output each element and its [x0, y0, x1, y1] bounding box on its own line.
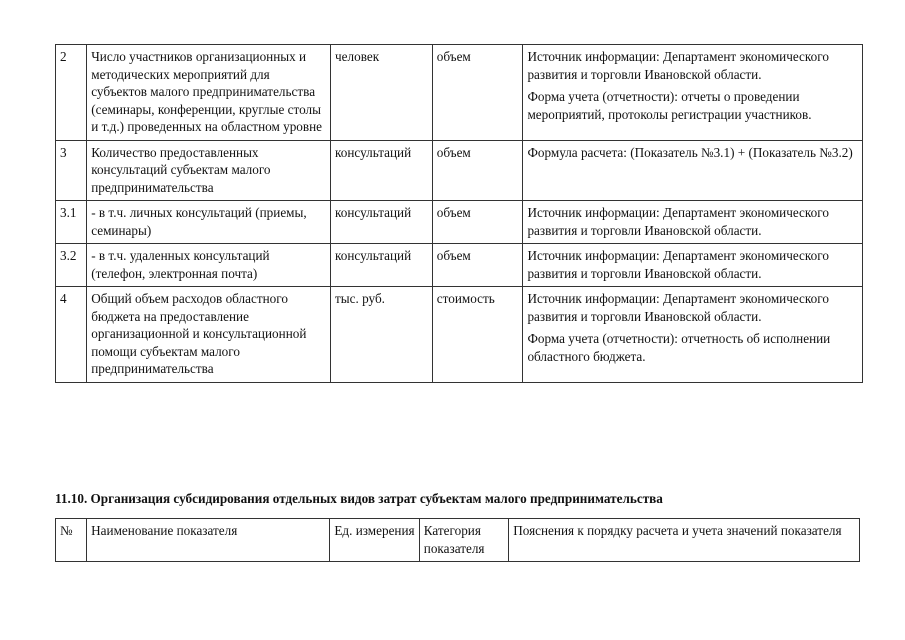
header-unit: Ед. измерения	[330, 519, 419, 562]
indicator-category: стоимость	[432, 287, 523, 383]
unit-of-measure: тыс. руб.	[331, 287, 433, 383]
calculation-notes	[523, 244, 863, 287]
table-row	[56, 140, 863, 201]
header-indicator-name: Наименование показателя	[87, 519, 330, 562]
table-header-row	[56, 519, 860, 562]
calculation-notes	[523, 287, 863, 383]
calculation-notes	[523, 45, 863, 141]
indicator-category: объем	[432, 244, 523, 287]
notes-paragraph: Источник информации: Департамент экономического развития и торговли Ивановской области.	[527, 49, 829, 82]
table-row	[56, 45, 863, 141]
row-number: 3.1	[56, 201, 87, 244]
notes-paragraph: Форма учета (отчетности): отчеты о проведении мероприятий, протоколы регистрации участников.	[527, 89, 812, 122]
calculation-notes	[523, 201, 863, 244]
notes-paragraph: Источник информации: Департамент экономического развития и торговли Ивановской области.	[527, 205, 829, 238]
unit-of-measure: консультаций	[331, 140, 433, 201]
unit-of-measure: консультаций	[331, 201, 433, 244]
notes-paragraph: Источник информации: Департамент экономического развития и торговли Ивановской области.	[527, 291, 829, 324]
indicators-table	[55, 44, 863, 383]
table-row	[56, 244, 863, 287]
indicator-category: объем	[432, 140, 523, 201]
indicator-name: Общий объем расходов областного бюджета на предоставление организационной и консультационной помощи субъектам малого предпринимательства	[87, 287, 331, 383]
indicator-category: объем	[432, 201, 523, 244]
table-row	[56, 201, 863, 244]
notes-paragraph: Источник информации: Департамент экономического развития и торговли Ивановской области.	[527, 248, 829, 281]
table-row	[56, 287, 863, 383]
row-number: 3.2	[56, 244, 87, 287]
header-category: Категория показателя	[419, 519, 508, 562]
indicator-name: Количество предоставленных консультаций субъектам малого предпринимательства	[87, 140, 331, 201]
notes-paragraph: Форма учета (отчетности): отчетность об исполнении областного бюджета.	[527, 331, 831, 364]
unit-of-measure: человек	[331, 45, 433, 141]
indicator-name: Число участников организационных и методических мероприятий для субъектов малого предпринимательства (семинары, конференции, круглые столы и т.д.) проведенных на областном уровне	[87, 45, 331, 141]
section-heading: 11.10. Организация субсидирования отдельных видов затрат субъектам малого предпринимательства	[55, 491, 663, 506]
notes-paragraph: Формула расчета: (Показатель №3.1) + (Показатель №3.2)	[527, 144, 853, 160]
calculation-notes	[523, 140, 863, 201]
header-number: №	[56, 519, 87, 562]
indicator-name: - в т.ч. удаленных консультаций (телефон, электронная почта)	[87, 244, 331, 287]
row-number: 4	[56, 287, 87, 383]
indicator-category: объем	[432, 45, 523, 141]
header-notes: Пояснения к порядку расчета и учета значений показателя	[509, 519, 860, 562]
row-number: 2	[56, 45, 87, 141]
subsidy-indicators-table	[55, 518, 860, 562]
indicator-name: - в т.ч. личных консультаций (приемы, семинары)	[87, 201, 331, 244]
row-number: 3	[56, 140, 87, 201]
unit-of-measure: консультаций	[331, 244, 433, 287]
